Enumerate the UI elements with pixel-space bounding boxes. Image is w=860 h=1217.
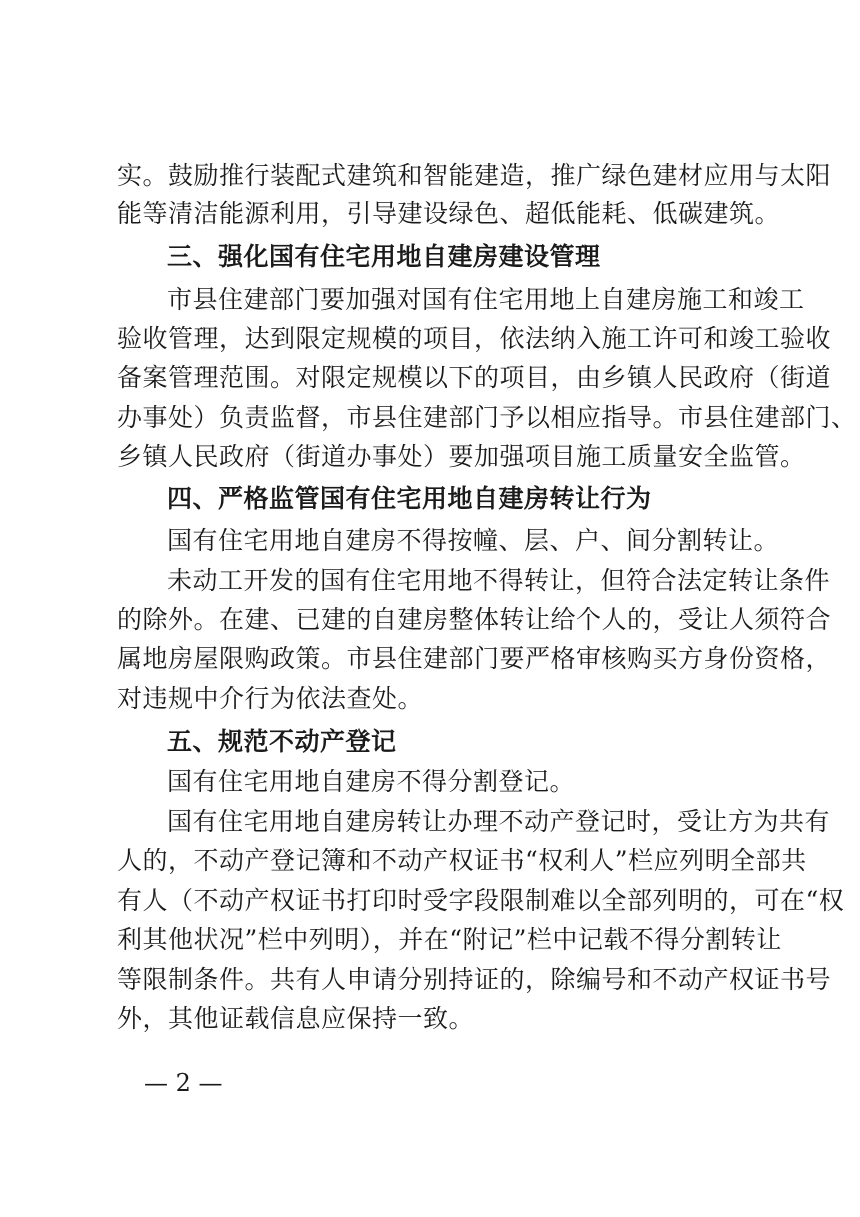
body-line: 国有住宅用地自建房不得分割登记。: [167, 767, 576, 796]
body-line: 实。鼓励推行装配式建筑和智能建造，推广绿色建材应用与太阳: [117, 161, 832, 190]
body-line: 国有住宅用地自建房不得按幢、层、户、间分割转让。: [167, 526, 780, 555]
body-line: 验收管理，达到限定规模的项目，依法纳入施工许可和竣工验收: [117, 324, 832, 353]
body-line: 乡镇人民政府（街道办事处）要加强项目施工质量安全监管。: [117, 442, 806, 471]
section-heading-5: 五、规范不动产登记: [167, 727, 397, 756]
body-line: 人的，不动产登记簿和不动产权证书“权利人”栏应列明全部共: [117, 846, 807, 875]
section-heading-3: 三、强化国有住宅用地自建房建设管理: [167, 242, 601, 271]
section-heading-4: 四、严格监管国有住宅用地自建房转让行为: [167, 484, 652, 513]
body-line: 的除外。在建、已建的自建房整体转让给个人的，受让人须符合: [117, 605, 832, 634]
body-line: 办事处）负责监督，市县住建部门予以相应指导。市县住建部门、: [117, 403, 857, 432]
body-line: 有人（不动产权证书打印时受字段限制难以全部列明的，可在“权: [117, 886, 845, 915]
body-line: 未动工开发的国有住宅用地不得转让，但符合法定转让条件: [167, 566, 831, 595]
body-line: 能等清洁能源利用，引导建设绿色、超低能耗、低碳建筑。: [117, 199, 781, 228]
body-line: 外，其他证载信息应保持一致。: [117, 1004, 475, 1033]
body-line: 利其他状况”栏中列明），并在“附记”栏中记载不得分割转让: [117, 925, 782, 954]
body-line: 市县住建部门要加强对国有住宅用地上自建房施工和竣工: [167, 285, 805, 314]
body-line: 对违规中介行为依法查处。: [117, 684, 424, 713]
body-line: 备案管理范围。对限定规模以下的项目，由乡镇人民政府（街道: [117, 363, 832, 392]
body-line: 国有住宅用地自建房转让办理不动产登记时，受让方为共有: [167, 807, 831, 836]
page-number: — 2 —: [144, 1069, 223, 1097]
body-line: 等限制条件。共有人申请分别持证的，除编号和不动产权证书号: [117, 965, 832, 994]
body-line: 属地房屋限购政策。市县住建部门要严格审核购买方身份资格，: [117, 644, 832, 673]
